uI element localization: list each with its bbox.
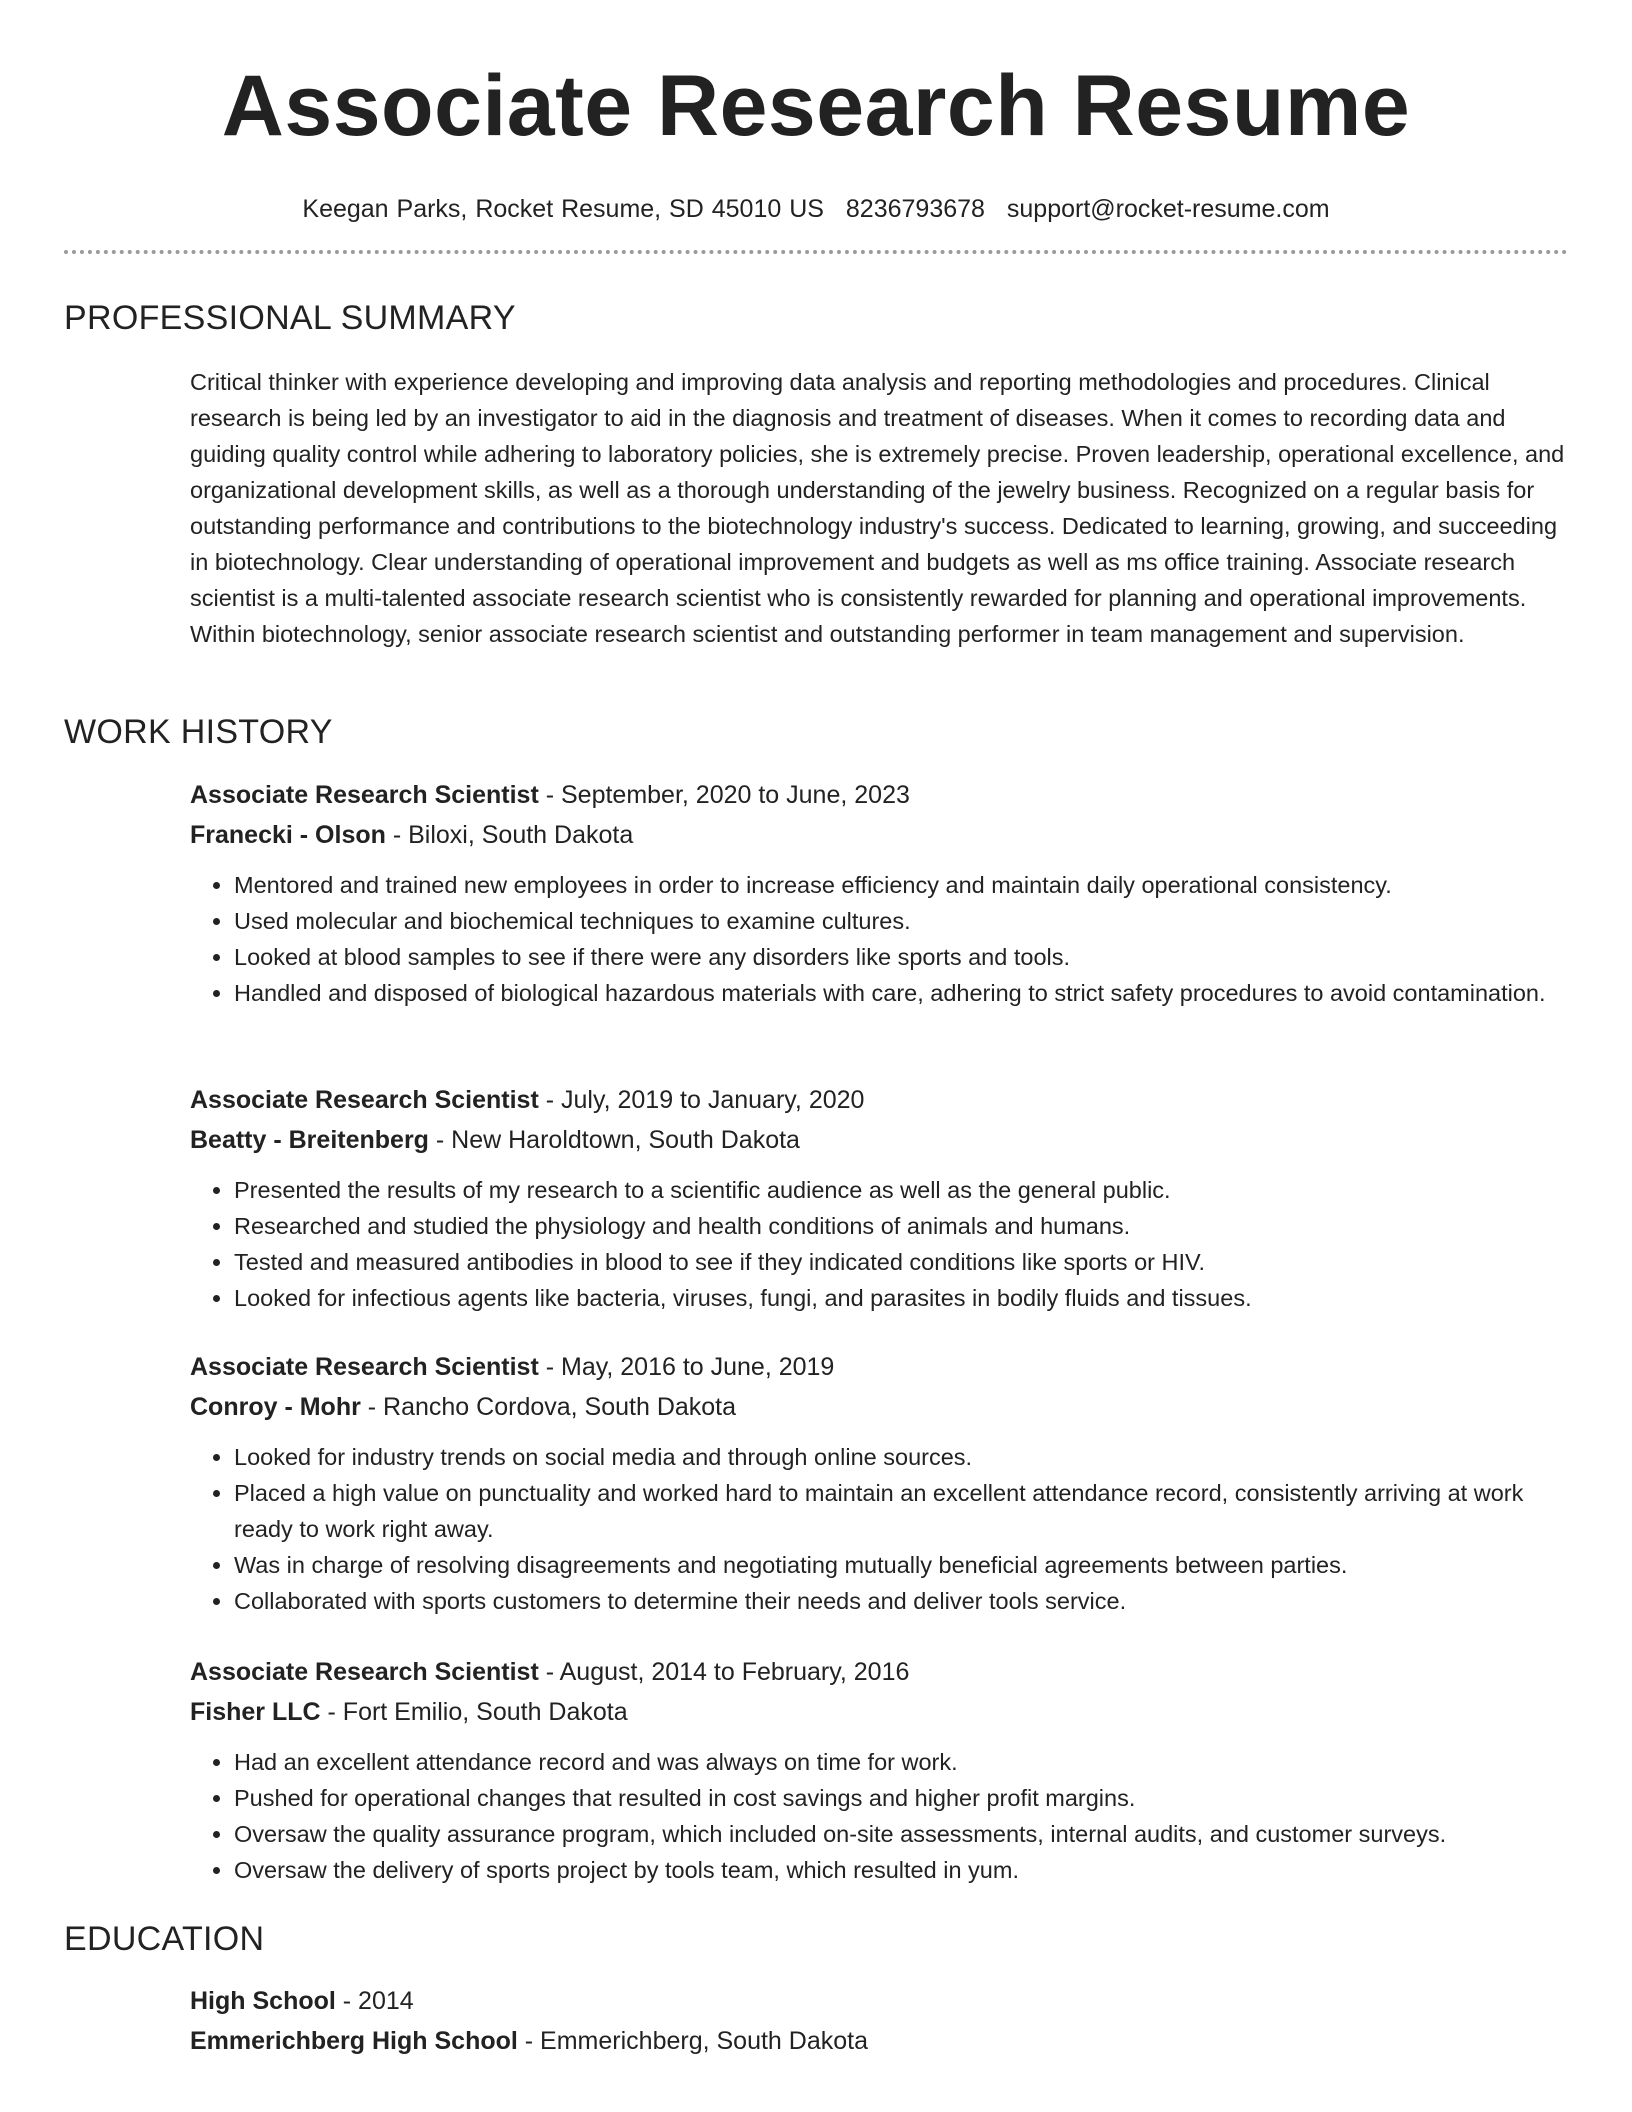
summary-text: Critical thinker with experience developing and improving data analysis and reporting methodologies and procedures. Clinical research is being led by an investigator to aid in the diagnosis and treatment of diseases. When it comes to recording data and guiding quality control while adhering to laboratory policies, she is extremely precise. Proven leadership, operational excellence, and organizational development skills, as well as a thorough understanding of the jewelry business. Recognized on a regular basis for outstanding performance and contributions to the biotechnology industry's success. Dedicated to learning, growing, and succeeding in biotechnology. Clear understanding of operational improvement and budgets as well as ms office training. Associate research scientist is a multi-talented associate research scientist who is consistently rewarded for planning and operational improvements. Within biotechnology, senior associate research scientist and outstanding performer in team management and supervision. xyxy=(190,369,1565,647)
job-title: Associate Research Scientist xyxy=(190,781,539,809)
education-location: - Emmerichberg, South Dakota xyxy=(517,2027,868,2055)
job-company-line xyxy=(190,1692,1570,1732)
job-entry xyxy=(190,1080,1570,1316)
job-title: Associate Research Scientist xyxy=(190,1353,539,1381)
job-company: Conroy - Mohr xyxy=(190,1393,361,1421)
job-title-line xyxy=(190,1652,1570,1692)
list-item: • Collaborated with sports customers to determine their needs and deliver tools service. xyxy=(234,1583,1570,1619)
education-entry xyxy=(190,1981,1570,2061)
list-item: • Was in charge of resolving disagreements and negotiating mutually beneficial agreements between parties. xyxy=(234,1547,1570,1583)
job-entry xyxy=(190,1347,1570,1619)
list-item: • Looked at blood samples to see if there were any disorders like sports and tools. xyxy=(234,939,1570,975)
list-item: • Oversaw the delivery of sports project by tools team, which resulted in yum. xyxy=(234,1852,1570,1888)
list-item: • Mentored and trained new employees in order to increase efficiency and maintain daily operational consistency. xyxy=(234,867,1570,903)
job-company-line xyxy=(190,1387,1570,1427)
job-company: Fisher LLC xyxy=(190,1698,321,1726)
education-heading: EDUCATION xyxy=(64,1920,265,1958)
resume-header xyxy=(0,0,1632,226)
job-title-line xyxy=(190,775,1570,815)
contact-email: support@rocket-resume.com xyxy=(1006,195,1330,223)
contact-line xyxy=(0,192,1632,226)
education-degree: High School xyxy=(190,1987,336,2015)
list-item: • Used molecular and biochemical techniques to examine cultures. xyxy=(234,903,1570,939)
job-bullets xyxy=(190,1439,1570,1619)
job-title: Associate Research Scientist xyxy=(190,1086,539,1114)
education-school-line xyxy=(190,2021,1570,2061)
list-item: • Placed a high value on punctuality and worked hard to maintain an excellent attendance record, consistently arriving at work ready to work right away. xyxy=(234,1475,1570,1547)
list-item: • Tested and measured antibodies in blood to see if they indicated conditions like sports or HIV. xyxy=(234,1244,1570,1280)
job-location: - Biloxi, South Dakota xyxy=(385,821,634,849)
job-dates: - May, 2016 to June, 2019 xyxy=(538,1353,835,1381)
education-year: - 2014 xyxy=(335,1987,414,2015)
job-location: - New Haroldtown, South Dakota xyxy=(428,1126,800,1154)
education-school: Emmerichberg High School xyxy=(190,2027,518,2055)
page-title: Associate Research Resume xyxy=(221,58,1411,154)
job-bullets xyxy=(190,867,1570,1011)
job-dates: - September, 2020 to June, 2023 xyxy=(538,781,910,809)
job-company-line xyxy=(190,815,1570,855)
job-entry xyxy=(190,1652,1570,1888)
work-history-heading: WORK HISTORY xyxy=(64,713,333,751)
education-degree-line xyxy=(190,1981,1570,2021)
header-divider xyxy=(64,250,1568,254)
job-company: Beatty - Breitenberg xyxy=(190,1126,429,1154)
job-title: Associate Research Scientist xyxy=(190,1658,539,1686)
job-dates: - July, 2019 to January, 2020 xyxy=(538,1086,865,1114)
job-title-line xyxy=(190,1080,1570,1120)
list-item: • Looked for industry trends on social media and through online sources. xyxy=(234,1439,1570,1475)
job-bullets xyxy=(190,1744,1570,1888)
summary-heading: PROFESSIONAL SUMMARY xyxy=(64,299,516,337)
list-item: • Researched and studied the physiology and health conditions of animals and humans. xyxy=(234,1208,1570,1244)
contact-address: Keegan Parks, Rocket Resume, SD 45010 US xyxy=(302,195,824,223)
contact-phone: 8236793678 xyxy=(845,195,985,223)
list-item: • Looked for infectious agents like bacteria, viruses, fungi, and parasites in bodily fluids and tissues. xyxy=(234,1280,1570,1316)
list-item: • Presented the results of my research to a scientific audience as well as the general public. xyxy=(234,1172,1570,1208)
job-company: Franecki - Olson xyxy=(190,821,386,849)
list-item: • Handled and disposed of biological hazardous materials with care, adhering to strict safety procedures to avoid contamination. xyxy=(234,975,1570,1011)
list-item: • Oversaw the quality assurance program, which included on-site assessments, internal audits, and customer surveys. xyxy=(234,1816,1570,1852)
list-item: • Pushed for operational changes that resulted in cost savings and higher profit margins. xyxy=(234,1780,1570,1816)
job-company-line xyxy=(190,1120,1570,1160)
job-bullets xyxy=(190,1172,1570,1316)
job-title-line xyxy=(190,1347,1570,1387)
job-dates: - August, 2014 to February, 2016 xyxy=(538,1658,910,1686)
job-location: - Fort Emilio, South Dakota xyxy=(320,1698,628,1726)
job-entry xyxy=(190,775,1570,1011)
job-location: - Rancho Cordova, South Dakota xyxy=(360,1393,737,1421)
list-item: • Had an excellent attendance record and was always on time for work. xyxy=(234,1744,1570,1780)
